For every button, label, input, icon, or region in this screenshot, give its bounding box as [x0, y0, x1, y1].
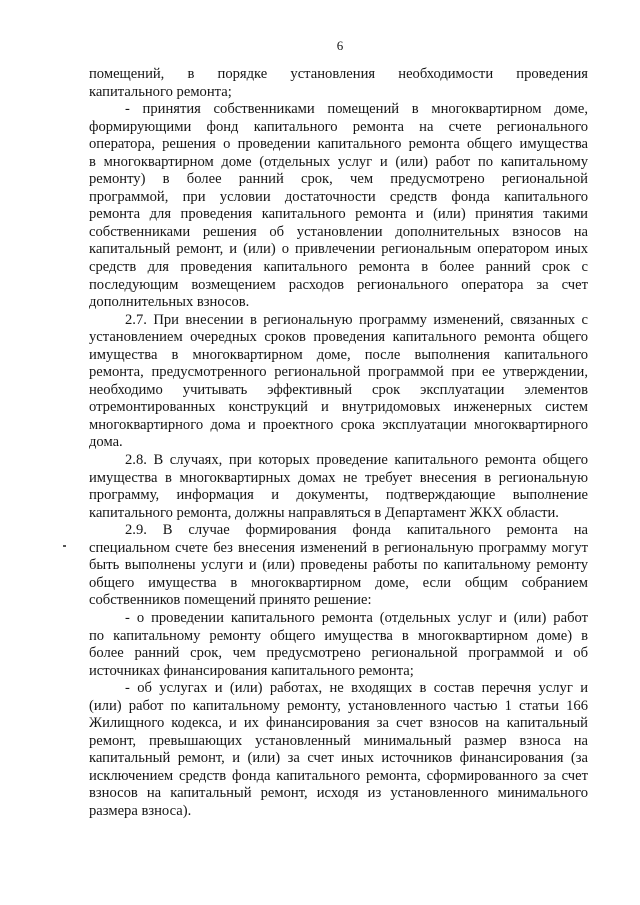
text-line: ремонта для проведения капитального ремонта и (или) принятия такими — [89, 206, 588, 223]
text-line: в многоквартирном доме (отдельных услуг и (или) работ по капитальному — [89, 153, 588, 170]
text-line: помещений, в порядке установления необходимости проведения — [89, 66, 588, 82]
text-line: многоквартирного дома и проектного срока эксплуатации многоквартирного — [89, 416, 588, 433]
text-line: капитальный ремонт, и (или) о привлечении региональным оператором иных — [89, 241, 588, 258]
list-item-early-repair — [89, 610, 588, 680]
page-number: 6 — [336, 38, 344, 53]
text-line: имущества в многоквартирных домах не требует внесения в региональную — [89, 469, 588, 486]
text-line: ремонт, превышающих установленный минимальный размер взноса на — [89, 732, 588, 749]
text-line: собственников помещений принято решение: — [89, 592, 372, 609]
text-line: - об услугах и (или) работах, не входящих в состав перечня услуг и — [125, 680, 588, 697]
text-line: установлением очередных сроков проведения капитального ремонта общего — [89, 329, 588, 346]
scan-mark — [63, 545, 66, 547]
paragraph-2-8 — [89, 452, 588, 522]
paragraph-2-9 — [89, 522, 588, 610]
paragraph-owners-decision — [89, 101, 588, 312]
text-line: исключением средств фонда капитального ремонта, сформированного за счет — [89, 767, 588, 784]
paragraph-2-7 — [89, 312, 588, 452]
text-line: последующим возмещением расходов регионального оператора за счет — [89, 276, 588, 293]
text-line: отремонтированных конструкций и внутридомовых инженерных систем — [89, 399, 588, 416]
text-line: дополнительных взносов. — [89, 294, 250, 311]
paragraph-continuation — [89, 66, 588, 101]
text-line: средств для проведения капитального ремонта в более ранний срок с — [89, 259, 588, 276]
text-line: капитальный ремонт, и (или) за счет иных источников финансирования (за — [89, 750, 588, 767]
text-line: (или) работ по капитальному ремонту, установленного частью 1 статьи 166 — [89, 697, 588, 714]
text-line: формирующими фонд капитального ремонта на счете регионального — [89, 118, 588, 135]
text-line: капитального ремонта, должны направляться в Департамент ЖКХ области. — [89, 504, 559, 521]
text-line: программой, при условии достаточности средств фонда капитального — [89, 188, 588, 205]
text-line: взносов на капитальный ремонт, исходя из установленного минимального — [89, 785, 588, 802]
text-line: - принятия собственниками помещений в многоквартирном доме, — [125, 101, 588, 118]
text-line: - о проведении капитального ремонта (отдельных услуг и (или) работ — [125, 609, 588, 626]
text-line: имущества в многоквартирном доме, после выполнения капитального — [89, 346, 588, 363]
text-line: общего имущества в многоквартирном доме, если общим собранием — [89, 574, 588, 591]
text-line: 2.9. В случае формирования фонда капитального ремонта на — [125, 522, 588, 539]
text-line: Жилищного кодекса, и их финансирования за счет взносов на капитальный — [89, 715, 588, 732]
text-line: оператора, решения о проведении капитального ремонта общего имущества — [89, 136, 588, 153]
text-line: специальном счете без внесения изменений в региональную программу могут — [89, 539, 588, 556]
text-line: собственниками решения об установлении дополнительных взносов на — [89, 223, 588, 240]
text-line: 2.8. В случаях, при которых проведение капитального ремонта общего — [125, 452, 588, 469]
text-line: быть выполнены услуги и (или) проведены работы по капитальному ремонту — [89, 557, 588, 574]
text-line: программу, информация и документы, подтверждающие выполнение — [89, 487, 588, 504]
text-line: источниках финансирования капитального ремонта; — [89, 662, 414, 679]
list-item-extra-services — [89, 680, 588, 820]
text-line: более ранний срок, чем предусмотрено региональной программой и об — [89, 645, 588, 662]
text-line: необходимо учитывать эффективный срок эксплуатации элементов — [89, 381, 588, 398]
text-line: дома. — [89, 434, 123, 451]
text-line: 2.7. При внесении в региональную программу изменений, связанных с — [125, 311, 588, 328]
document-body — [89, 66, 588, 821]
text-line: размера взноса). — [89, 802, 192, 819]
text-line: ремонту) в более ранний срок, чем предусмотрено региональной — [89, 171, 588, 188]
text-line: ремонта, предусмотренного региональной программой при ее утверждении, — [89, 364, 588, 381]
text-line: по капитальному ремонту общего имущества в многоквартирном доме) в — [89, 627, 588, 644]
text-line: капитального ремонта; — [89, 83, 232, 100]
